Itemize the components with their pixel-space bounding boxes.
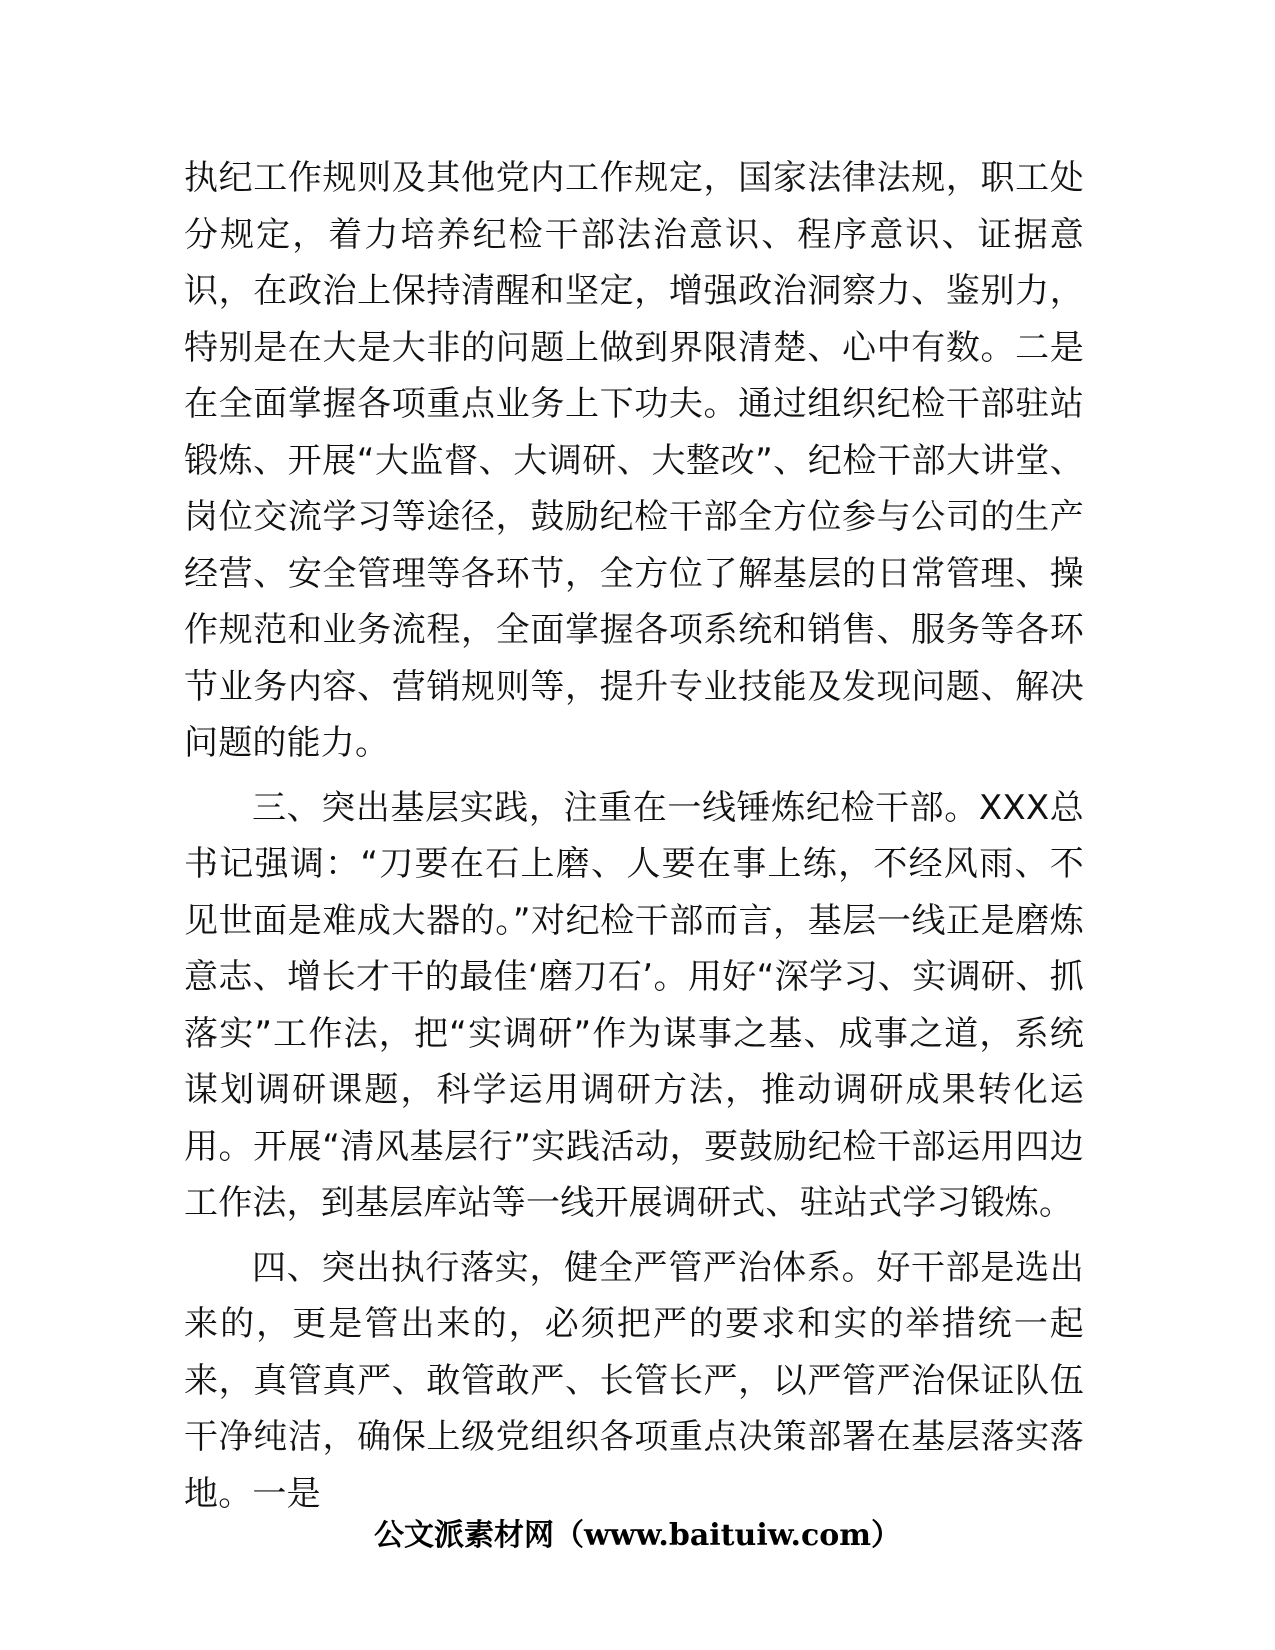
footer-watermark: 公文派素材网（www.baituiw.com） <box>373 1518 902 1553</box>
paragraph-1: 执纪工作规则及其他党内工作规定，国家法律法规，职工处分规定，着力培养纪检干部法治意识、程序意识、证据意识，在政治上保持清醒和坚定，增强政治洞察力、鉴别力，特别是在大是大非的问题上做到界限清楚、心中有数。二是在全面掌握各项重点业务上下功夫。通过组织纪检干部驻站锻炼、开展“大监督、大调研、大整改”、纪检干部大讲堂、岗位交流学习等途径，鼓励纪检干部全方位参与公司的生产经营、安全管理等各环节，全方位了解基层的日常管理、操作规范和业务流程，全面掌握各项系统和销售、服务等各环节业务内容、营销规则等，提升专业技能及发现问题、解决问题的能力。 <box>184 158 1084 763</box>
paragraph-2: 三、突出基层实践，注重在一线锤炼纪检干部。XXX总书记强调：“刀要在石上磨、人要在事上练，不经风雨、不见世面是难成大器的。”对纪检干部而言，基层一线正是磨炼意志、增长才干的最佳‘磨刀石’。用好“深学习、实调研、抓落实”工作法，把“实调研”作为谋事之基、成事之道，系统谋划调研课题，科学运用调研方法，推动调研成果转化运用。开展“清风基层行”实践活动，要鼓励纪检干部运用四边工作法，到基层库站等一线开展调研式、驻站式学习锻炼。 <box>184 787 1084 1223</box>
paragraph-3: 四、突出执行落实，健全严管严治体系。好干部是选出来的，更是管出来的，必须把严的要求和实的举措统一起来，真管真严、敢管敢严、长管长严，以严管严治保证队伍干净纯洁，确保上级党组织各项重点决策部署在基层落实落地。一是 <box>184 1247 1084 1514</box>
document-body <box>184 150 1084 1530</box>
